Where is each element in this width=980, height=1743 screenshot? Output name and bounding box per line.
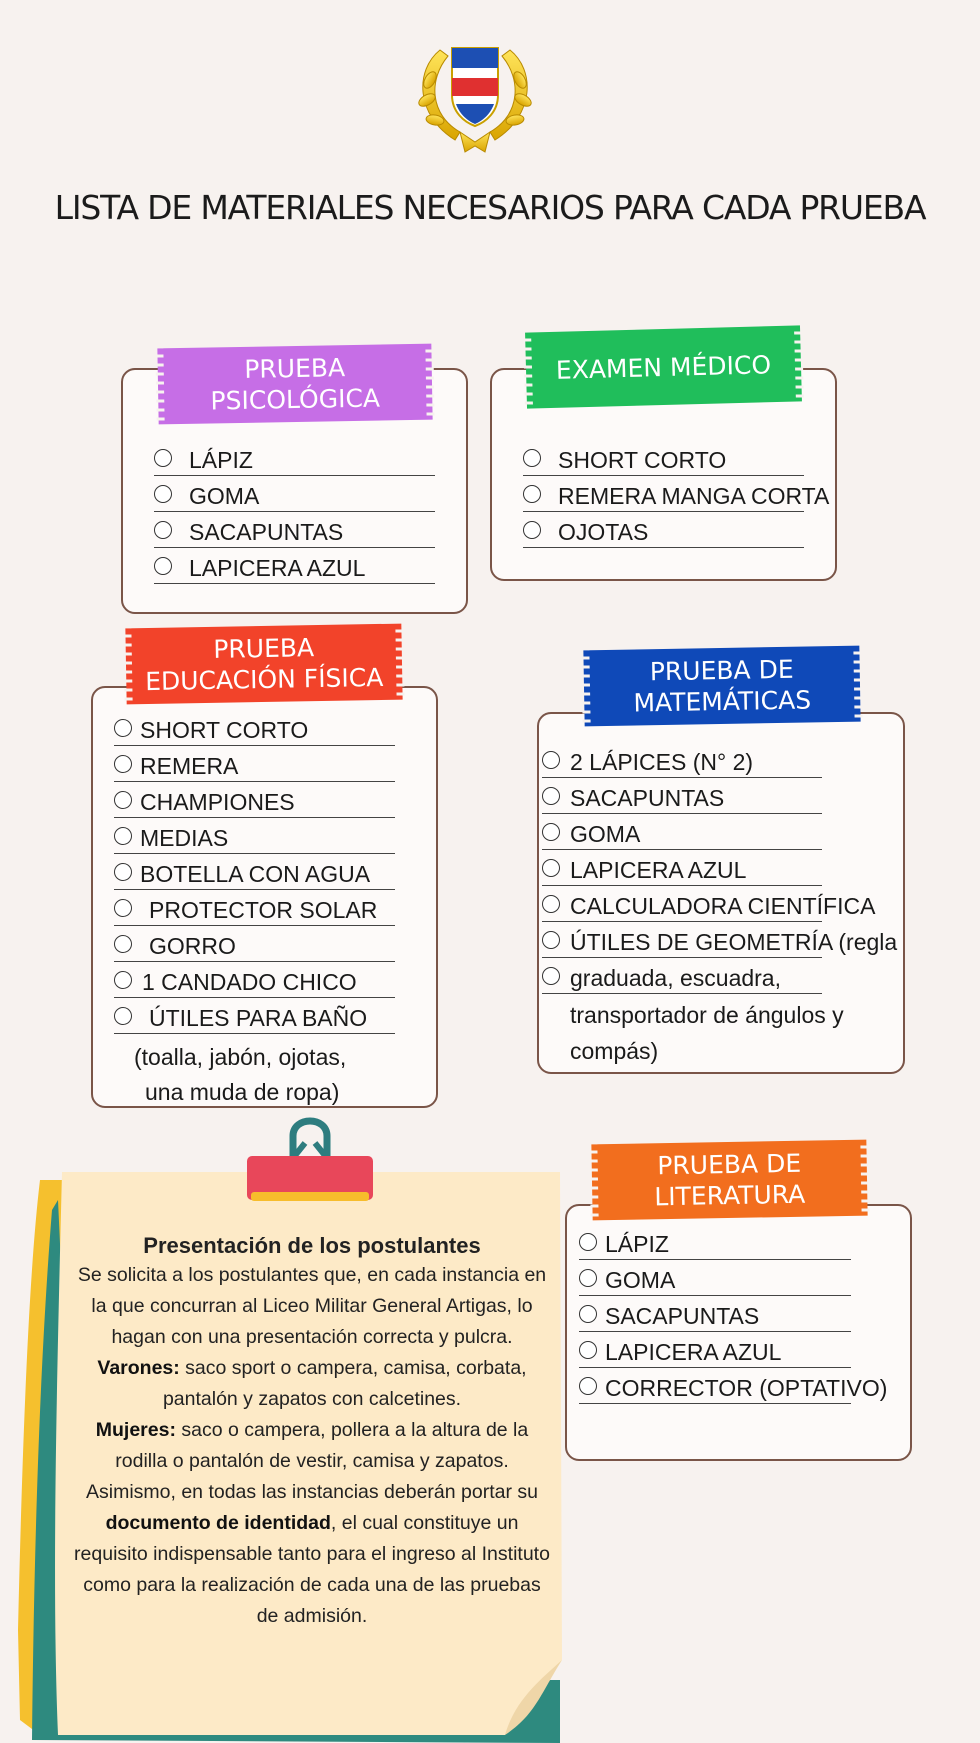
- list-item[interactable]: graduada, escuadra,: [542, 958, 822, 994]
- mujeres-text: saco o campera, pollera a la altura de la rodilla o pantalón de vestir, camisa y zapatos.: [115, 1419, 529, 1472]
- list-item[interactable]: SACAPUNTAS: [154, 512, 435, 548]
- radio-icon[interactable]: [542, 895, 560, 913]
- page-title: LISTA DE MATERIALES NECESARIOS PARA CADA PRUEBA: [54, 188, 926, 227]
- radio-icon[interactable]: [523, 485, 541, 503]
- list-item[interactable]: BOTELLA CON AGUA: [114, 854, 395, 890]
- list-item[interactable]: SHORT CORTO: [523, 440, 804, 476]
- radio-icon[interactable]: [114, 755, 132, 773]
- list-item[interactable]: ÚTILES PARA BAÑO: [114, 998, 395, 1034]
- radio-icon[interactable]: [542, 931, 560, 949]
- list-item[interactable]: GORRO: [114, 926, 395, 962]
- tag-medico: EXAMEN MÉDICO: [525, 325, 802, 408]
- radio-icon[interactable]: [542, 859, 560, 877]
- radio-icon[interactable]: [542, 751, 560, 769]
- radio-icon[interactable]: [154, 485, 172, 503]
- list-item[interactable]: LÁPIZ: [154, 440, 435, 476]
- radio-icon[interactable]: [579, 1341, 597, 1359]
- documento-label: documento de identidad: [105, 1512, 331, 1534]
- radio-icon[interactable]: [114, 791, 132, 809]
- list-medico: [523, 440, 830, 548]
- radio-icon[interactable]: [542, 823, 560, 841]
- tag-matematicas: PRUEBA DE MATEMÁTICAS: [583, 646, 860, 727]
- tag-psicologica: PRUEBA PSICOLÓGICA: [157, 344, 432, 425]
- radio-icon[interactable]: [114, 899, 132, 917]
- list-item[interactable]: OJOTAS: [523, 512, 804, 548]
- radio-icon[interactable]: [114, 719, 132, 737]
- list-item[interactable]: REMERA: [114, 746, 395, 782]
- radio-icon[interactable]: [114, 971, 132, 989]
- continuation-text: (toalla, jabón, ojotas,: [134, 1044, 347, 1070]
- continuation-text: una muda de ropa): [145, 1079, 340, 1105]
- list-item[interactable]: 2 LÁPICES (N° 2): [542, 742, 822, 778]
- radio-icon[interactable]: [154, 557, 172, 575]
- list-literatura: [579, 1224, 888, 1404]
- radio-icon[interactable]: [579, 1377, 597, 1395]
- list-item[interactable]: LÁPIZ: [579, 1224, 851, 1260]
- radio-icon[interactable]: [523, 449, 541, 467]
- tag-literatura: PRUEBA DE LITERATURA: [591, 1140, 867, 1221]
- list-matematicas: [542, 742, 898, 994]
- list-item[interactable]: SACAPUNTAS: [579, 1296, 851, 1332]
- radio-icon[interactable]: [579, 1269, 597, 1287]
- asimismo-text: Asimismo, en todas las instancias deberán portar su: [86, 1481, 538, 1503]
- list-item[interactable]: REMERA MANGA CORTA: [523, 476, 804, 512]
- list-item[interactable]: CALCULADORA CIENTÍFICA: [542, 886, 822, 922]
- closing-text: , el cual constituye un requisito indispensable tanto para el ingreso al Instituto como para la realización de cada una de las pruebas de admisión.: [74, 1512, 550, 1627]
- military-emblem-logo: [400, 20, 550, 160]
- list-item[interactable]: CORRECTOR (OPTATIVO): [579, 1368, 851, 1404]
- radio-icon[interactable]: [114, 827, 132, 845]
- mujeres-label: Mujeres:: [95, 1419, 176, 1441]
- list-item[interactable]: LAPICERA AZUL: [154, 548, 435, 584]
- list-item[interactable]: 1 CANDADO CHICO: [114, 962, 395, 998]
- list-item[interactable]: SHORT CORTO: [114, 710, 395, 746]
- varones-text: saco sport o campera, camisa, corbata, pantalón y zapatos con calcetines.: [162, 1357, 527, 1410]
- varones-label: Varones:: [97, 1357, 180, 1379]
- radio-icon[interactable]: [114, 1007, 132, 1025]
- list-item[interactable]: MEDIAS: [114, 818, 395, 854]
- continuation-text: compás): [570, 1038, 659, 1064]
- list-item[interactable]: LAPICERA AZUL: [542, 850, 822, 886]
- tag-educacion-fisica: PRUEBA EDUCACIÓN FÍSICA: [125, 624, 402, 705]
- radio-icon[interactable]: [542, 787, 560, 805]
- presentation-note: [72, 1230, 552, 1632]
- list-item[interactable]: CHAMPIONES: [114, 782, 395, 818]
- list-item[interactable]: GOMA: [154, 476, 435, 512]
- radio-icon[interactable]: [114, 935, 132, 953]
- note-intro: Se solicita a los postulantes que, en cada instancia en la que concurran al Liceo Militar General Artigas, lo hagan con una presentación correcta y pulcra.: [77, 1264, 547, 1348]
- list-item[interactable]: LAPICERA AZUL: [579, 1332, 851, 1368]
- radio-icon[interactable]: [579, 1305, 597, 1323]
- list-psicologica: [154, 440, 435, 584]
- radio-icon[interactable]: [523, 521, 541, 539]
- radio-icon[interactable]: [542, 967, 560, 985]
- list-item[interactable]: ÚTILES DE GEOMETRÍA (regla: [542, 922, 822, 958]
- list-item[interactable]: PROTECTOR SOLAR: [114, 890, 395, 926]
- radio-icon[interactable]: [154, 521, 172, 539]
- list-educacion-fisica: [114, 710, 395, 1034]
- list-item[interactable]: GOMA: [542, 814, 822, 850]
- continuation-text: transportador de ángulos y: [570, 1002, 844, 1028]
- radio-icon[interactable]: [579, 1233, 597, 1251]
- note-title: Presentación de los postulantes: [143, 1233, 481, 1258]
- radio-icon[interactable]: [114, 863, 132, 881]
- list-item[interactable]: GOMA: [579, 1260, 851, 1296]
- binder-clip-icon: [245, 1108, 375, 1208]
- radio-icon[interactable]: [154, 449, 172, 467]
- list-item[interactable]: SACAPUNTAS: [542, 778, 822, 814]
